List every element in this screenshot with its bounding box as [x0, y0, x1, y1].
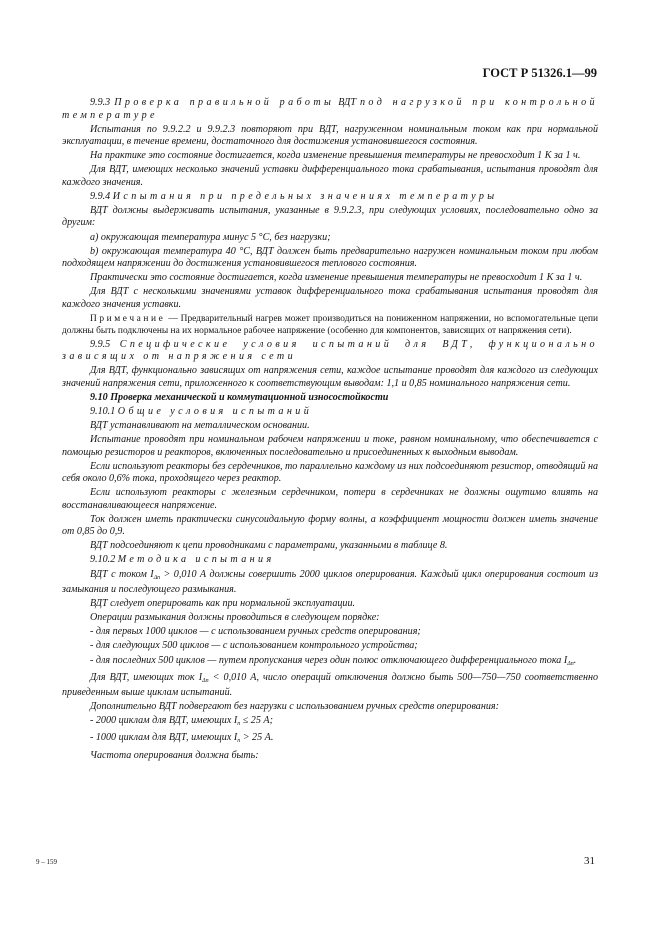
- paragraph: Испытание проводят при номинальном рабочем напряжении и токе, равном номинальному, что обеспечивается с помощью резисторов и реакторов, включенных последовательно и присоединенных к выходным выводам.: [62, 434, 598, 458]
- paragraph: Частота оперирования должна быть:: [90, 749, 259, 761]
- list-item: - для первых 1000 циклов — с использованием ручных средств оперирования;: [90, 626, 421, 638]
- note-text: — Предварительный нагрев может производиться на пониженном напряжении, но вспомогательные цепи должны быть подключены на их нормальное рабочее напряжение (особенно для компонентов, зависящих от напряжения сети).: [62, 313, 598, 336]
- paragraph: Для ВДТ, имеющих ток $I_{\Delta n} < 0,010$ А, число операций отключения должно быть 500—750—750 соответственно приведенным выше циклам испытаний.: [62, 671, 599, 699]
- note: [62, 313, 598, 337]
- section-9-9-5-heading: 9.9.5 Специфические условия испытаний для ВДТ, функционально зависящих от напряжения сети: [62, 338, 598, 363]
- section-9-9-3-heading: 9.9.3 Проверка правильной работы ВДТ под нагрузкой при контрольной температуре: [62, 97, 598, 121]
- paragraph: Если используют реакторы с железным сердечником, потери в сердечниках не должны ощутимо влиять на восстанавливающееся напряжение.: [62, 487, 598, 511]
- list-item: - для следующих 500 циклов — с использованием контрольного устройства;: [90, 640, 418, 652]
- paragraph: ВДТ следует оперировать как при нормальной эксплуатации.: [90, 598, 356, 610]
- page-number: 31: [584, 855, 595, 867]
- paragraph: Операции размыкания должны проводиться в следующем порядке:: [90, 612, 380, 624]
- list-item: - для последних 500 циклов — путем пропускания через один полюс отключающего дифференциального тока $I_{\Delta n}$.: [90, 654, 577, 667]
- list-item: а) окружающая температура минус 5 °С, без нагрузки;: [90, 231, 331, 243]
- paragraph: Ток должен иметь практически синусоидальную форму волны, а коэффициент мощности должен иметь значение от 0,85 до 0,9.: [62, 513, 598, 538]
- list-item: - 1000 циклам для ВДТ, имеющих $I_n > 25$ А.: [90, 732, 274, 745]
- section-9-10-2-heading: 9.10.2 Методика испытания: [90, 554, 275, 566]
- section-9-10-1-heading: 9.10.1 Общие условия испытаний: [90, 405, 313, 417]
- list-item: b) окружающая температура 40 °С, ВДТ должен быть предварительно нагружен номинальным током при любом подходящем напряжении до достижения установившегося теплового состояния.: [62, 245, 598, 270]
- note-label: Примечание: [90, 313, 166, 324]
- paragraph: Испытания по 9.9.2.2 и 9.9.2.3 повторяют при ВДТ, нагруженном номинальным током как при нормальной эксплуатации, в течение времени, достаточного для достижения установившегося состояния.: [62, 123, 598, 148]
- paragraph: Для ВДТ с несколькими значениями уставок дифференциального тока срабатывания испытания проводят для каждого значения уставки.: [62, 286, 598, 310]
- paragraph: Практически это состояние достигается, когда изменение превышения температуры не превосходит 1 К за 1 ч.: [90, 272, 583, 284]
- paragraph: На практике это состояние достигается, когда изменение превышения температуры не превосходит 1 К за 1 ч.: [90, 150, 581, 162]
- section-9-10-heading: 9.10 Проверка механической и коммутационной износостойкости: [90, 391, 389, 403]
- list-item: - 2000 циклам для ВДТ, имеющих $I_n \le 25$ А;: [90, 715, 273, 728]
- paragraph: Дополнительно ВДТ подвергают без нагрузки с использованием ручных средств оперирования:: [90, 701, 499, 713]
- page-header-standard-number: ГОСТ Р 51326.1—99: [482, 66, 597, 80]
- paragraph: ВДТ подсоединяют к цепи проводниками с параметрами, указанными в таблице 8.: [90, 540, 448, 552]
- paragraph: Для ВДТ, имеющих несколько значений уставки дифференциального тока срабатывания, испытания проводят для каждого значения.: [62, 164, 598, 188]
- paragraph: ВДТ устанавливают на металлическом основании.: [90, 419, 310, 431]
- print-signature-code: 9 – 159: [36, 858, 57, 866]
- paragraph: ВДТ с током $I_{\Delta n} > 0,010$ А должны совершить 2000 циклов оперирования. Каждый цикл оперирования состоит из замыкания и последующего размыкания.: [62, 568, 599, 596]
- paragraph: Если используют реакторы без сердечников, то параллельно каждому из них подсоединяют резистор, отводящий на себя около 0,6% тока, проходящего через реактор.: [62, 460, 598, 485]
- paragraph: ВДТ должны выдерживать испытания, указанные в 9.9.2.3, при следующих условиях, последовательно одно за другим:: [62, 204, 598, 229]
- section-9-9-4-heading: 9.9.4 Испытания при предельных значениях температуры: [90, 190, 498, 202]
- paragraph: Для ВДТ, функционально зависящих от напряжения сети, каждое испытание проводят для каждого из следующих значений напряжения сети, приложенного к соответствующим выводам: 1,1 и 0,85 номинального напряжения сети.: [62, 365, 598, 389]
- document-body: [62, 97, 598, 764]
